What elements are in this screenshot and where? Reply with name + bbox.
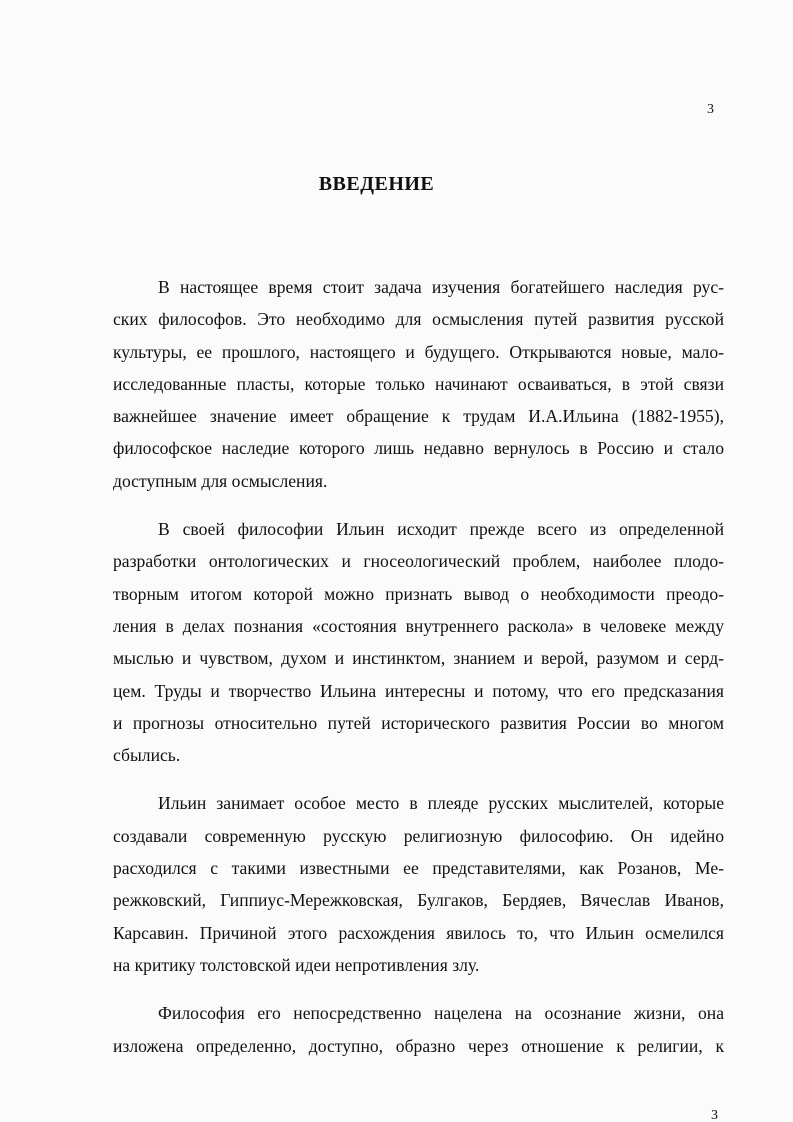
text-line: творным итогом которой можно признать вывод о необходимости преодо- — [113, 583, 724, 604]
text-line: доступным для осмысления. — [113, 470, 328, 491]
text-line: ских философов. Это необходимо для осмысления путей развития русской — [113, 309, 724, 330]
text-line: цем. Труды и творчество Ильина интересны и потому, что его предсказания — [113, 680, 724, 701]
page-number: 3 — [707, 102, 714, 117]
paragraph-4 — [113, 997, 724, 1062]
text-line: исследованные пласты, которые только начинают осваиваться, в этой связи — [113, 373, 724, 394]
paragraph-3 — [113, 787, 724, 981]
page-number-bottom: 3 — [711, 1108, 718, 1122]
document-body — [113, 271, 724, 1078]
paragraph-2 — [113, 513, 724, 771]
text-line: культуры, ее прошлого, настоящего и будущего. Открываются новые, мало- — [113, 341, 724, 362]
text-line: Философия его непосредственно нацелена на осознание жизни, она — [158, 1003, 724, 1024]
text-line: изложена определенно, доступно, образно через отношение к религии, к — [113, 1035, 724, 1056]
text-line: В своей философии Ильин исходит прежде всего из определенной — [158, 519, 724, 540]
text-line: ления в делах познания «состояния внутреннего раскола» в человеке между — [113, 615, 724, 636]
text-line: на критику толстовской идеи непротивления злу. — [113, 954, 480, 975]
paragraph-1 — [113, 271, 724, 497]
text-line: мыслью и чувством, духом и инстинктом, знанием и верой, разумом и серд- — [113, 648, 724, 669]
text-line: В настоящее время стоит задача изучения богатейшего наследия рус- — [158, 277, 724, 297]
text-line: создавали современную русскую религиозную философию. Он идейно — [113, 825, 724, 846]
text-line: философское наследие которого лишь недавно вернулось в Россию и стало — [113, 438, 724, 459]
text-line: сбылись. — [113, 745, 181, 766]
text-line: Карсавин. Причиной этого расхождения явилось то, что Ильин осмелился — [113, 922, 724, 943]
text-line: разработки онтологических и гносеологический проблем, наиболее плодо- — [113, 551, 724, 572]
text-line: Ильин занимает особое место в плеяде русских мыслителей, которые — [158, 793, 724, 814]
text-line: важнейшее значение имеет обращение к трудам И.А.Ильина (1882-1955), — [113, 406, 724, 427]
text-line: режковский, Гиппиус-Мережковская, Булгаков, Бердяев, Вячеслав Иванов, — [113, 890, 724, 911]
text-line: расходился с такими известными ее представителями, как Розанов, Ме- — [113, 858, 724, 879]
page-title: ВВЕДЕНИЕ — [318, 173, 435, 195]
text-line: и прогнозы относительно путей исторического развития России во многом — [113, 712, 724, 733]
